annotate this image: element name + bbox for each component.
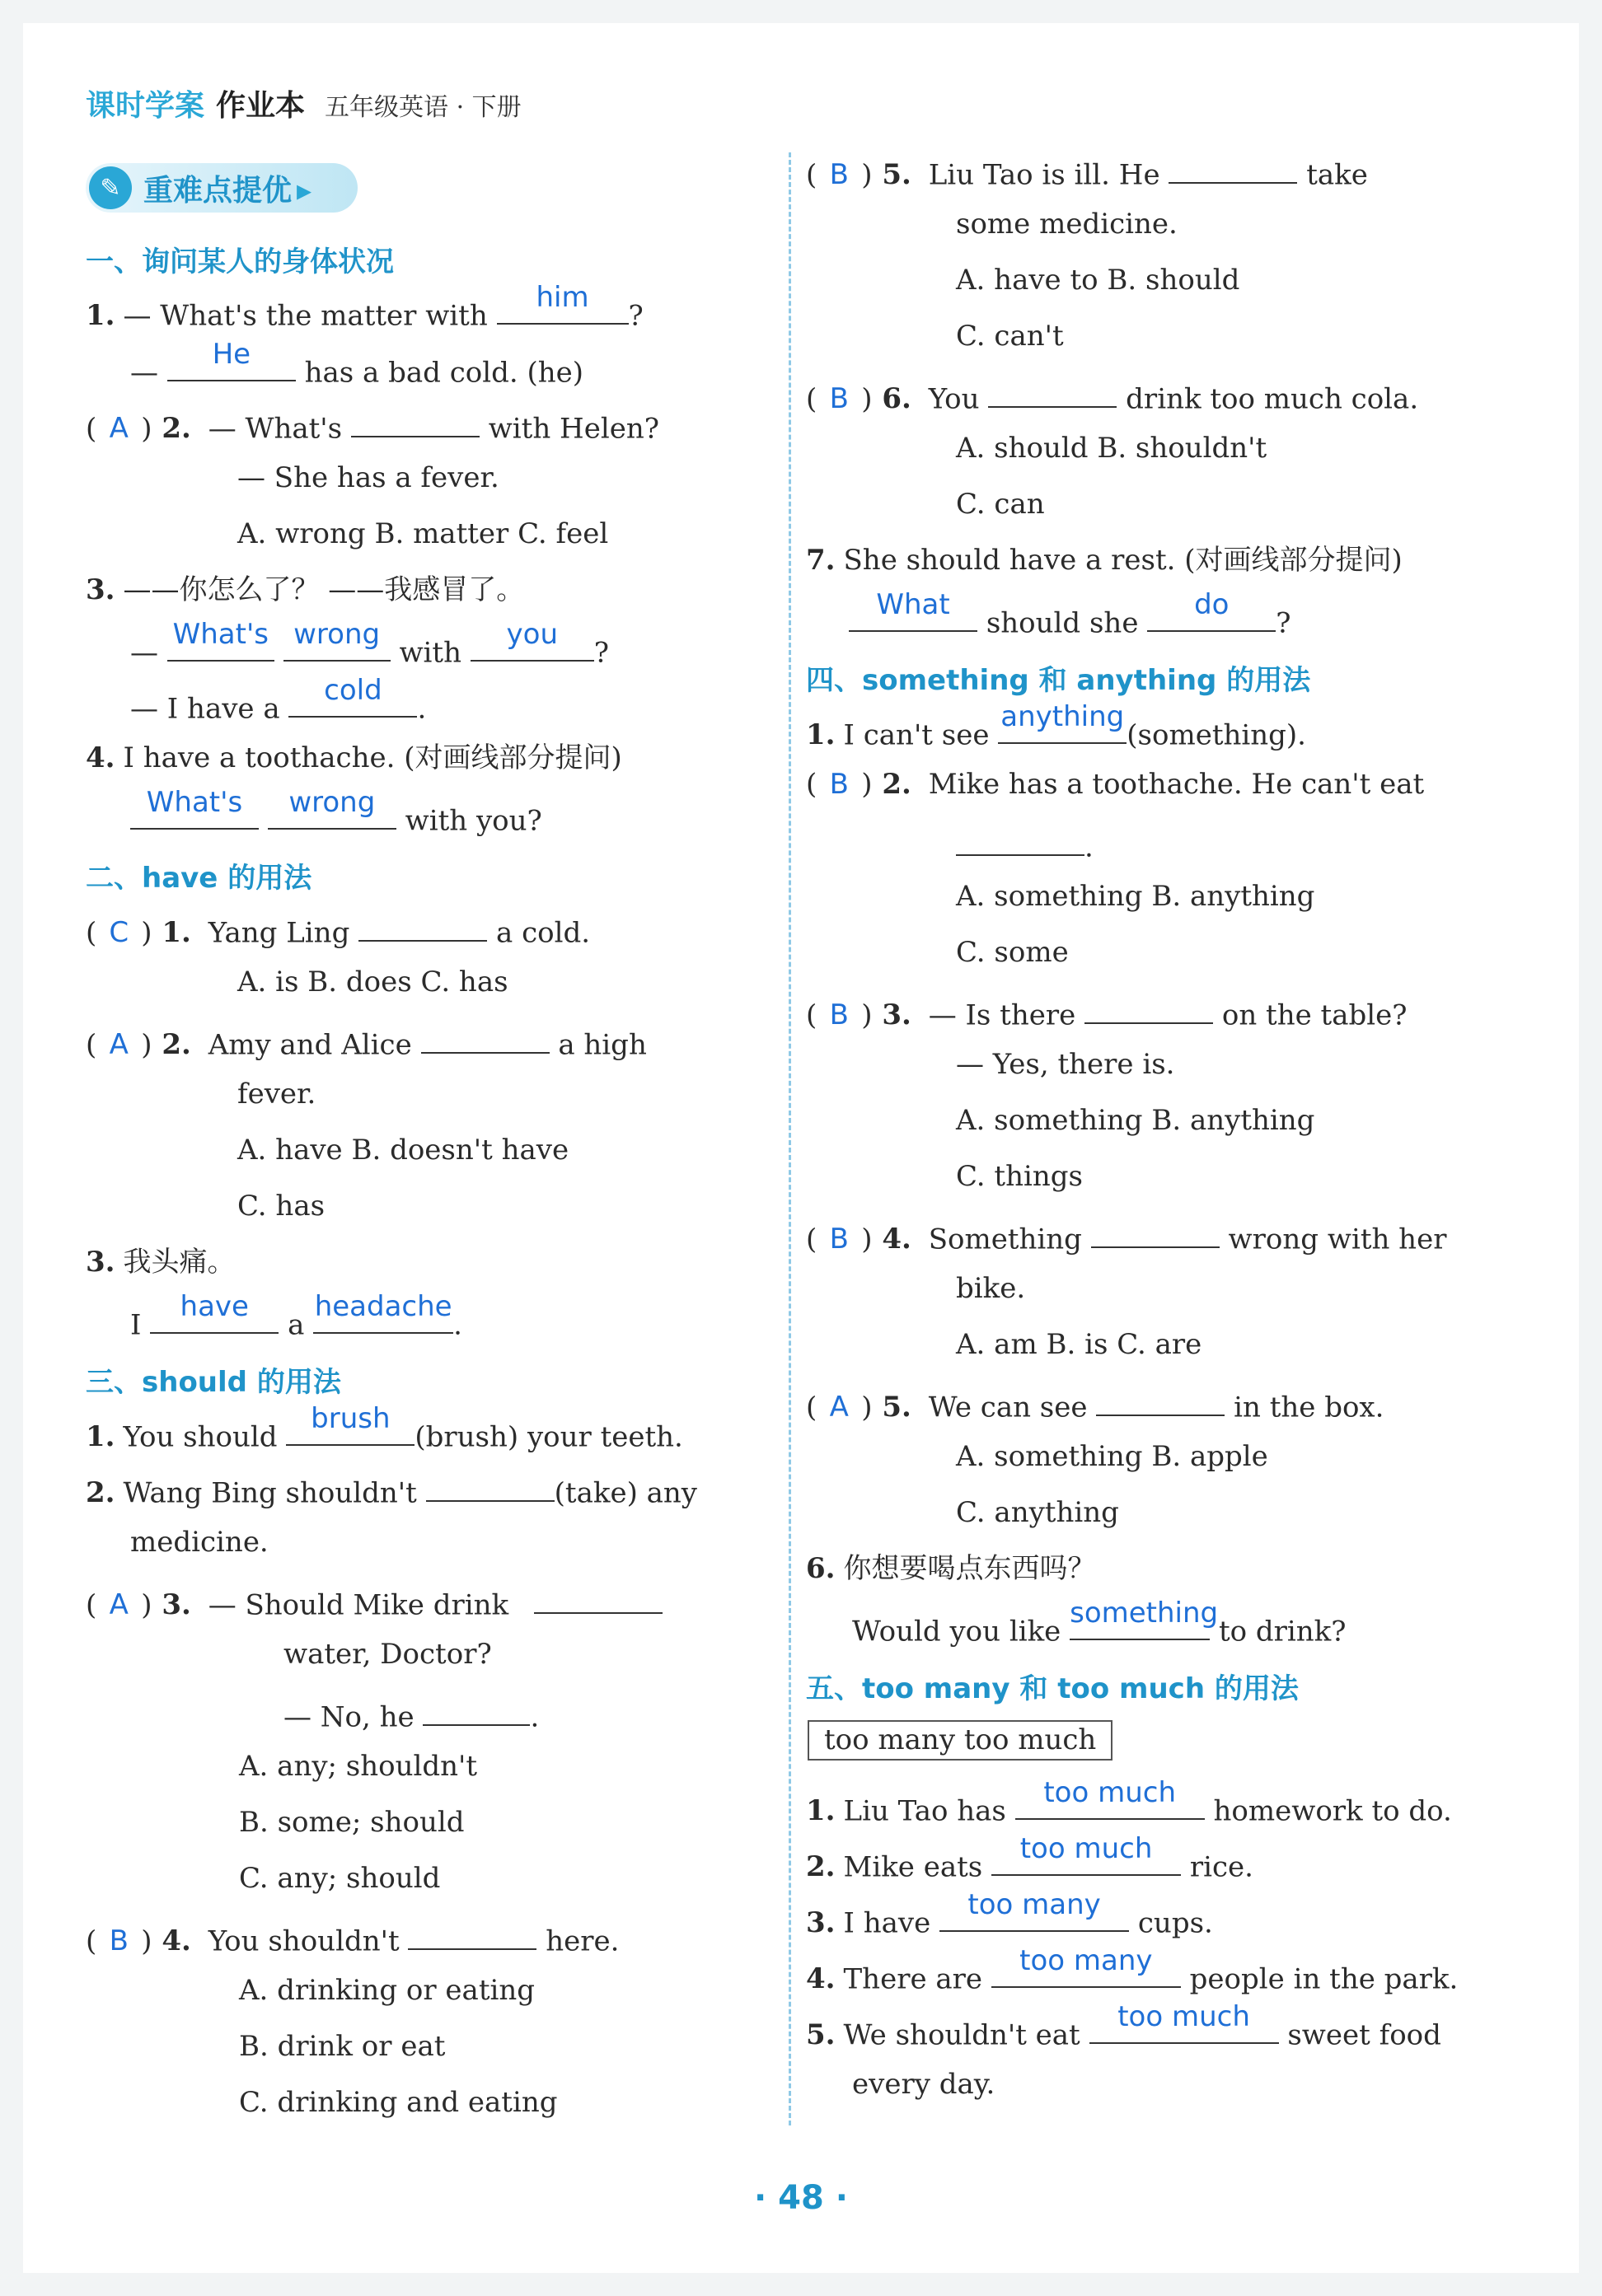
choice-answer: B (829, 382, 849, 416)
question-line: some medicine. (956, 208, 1178, 241)
pencil-icon: ✎ (89, 166, 132, 209)
question-row: 1. I can't see anything (something). (806, 700, 1306, 752)
question-row: 5. We shouldn't eat too much sweet food (806, 2000, 1441, 2052)
option-line: A. should B. shouldn't (956, 432, 1267, 465)
section-heading-5: 五、too many 和 too much 的用法 (806, 1672, 1299, 1705)
question-row: 4. There are too many people in the park. (806, 1944, 1459, 1996)
option-line: A. drinking or eating (239, 1974, 536, 2007)
question-line: fever. (237, 1078, 316, 1111)
answer-blank[interactable] (988, 376, 1117, 408)
option-line: C. some (956, 936, 1069, 969)
choice-answer: A (829, 1391, 849, 1424)
brand-name: 课时学案 (86, 89, 205, 123)
question-row: 1. Liu Tao has too much homework to do. (806, 1776, 1452, 1828)
question-line: every day. (852, 2068, 995, 2101)
question-row: ( B ) 6. You drink too much cola. (806, 376, 1418, 416)
answer-blank[interactable]: headache (313, 1302, 453, 1334)
choice-answer: B (109, 1924, 129, 1958)
answer-blank[interactable]: He (167, 349, 296, 381)
question-row: ( A ) 3. — Should Mike drink (86, 1582, 663, 1622)
question-row: ( A ) 5. We can see in the box. (806, 1384, 1384, 1424)
question-line: medicine. (130, 1526, 269, 1559)
question-line: water, Doctor? (283, 1638, 492, 1671)
question-row: — He has a bad cold. (he) (130, 338, 584, 390)
option-line: A. something B. anything (956, 880, 1315, 913)
question-row: 3. I have too many cups. (806, 1888, 1213, 1940)
question-row: ( B ) 4. You shouldn't here. (86, 1918, 619, 1958)
answer-blank[interactable]: too much (991, 1844, 1181, 1876)
question-row: 2. Wang Bing shouldn't (take) any (86, 1470, 697, 1510)
question-row: ( B ) 3. — Is there on the table? (806, 992, 1407, 1032)
answer-blank[interactable]: too many (939, 1900, 1129, 1932)
column-divider (789, 152, 791, 2125)
answer-blank[interactable]: cold (288, 685, 417, 718)
answer-blank[interactable]: What's (167, 629, 274, 662)
option-line: A. is B. does C. has (237, 966, 508, 998)
option-line: C. anything (956, 1496, 1119, 1529)
answer-blank[interactable] (1091, 1216, 1220, 1248)
banner-title: 重难点提优 ▸ (143, 167, 312, 209)
answer-blank[interactable] (426, 1470, 555, 1502)
answer-blank[interactable] (421, 1022, 550, 1054)
word-bank: too many too much (808, 1720, 1112, 1761)
option-line: C. can (956, 488, 1045, 521)
question-row: 1. You should brush (brush) your teeth. (86, 1402, 683, 1454)
answer-blank[interactable]: too much (1089, 2012, 1279, 2044)
book-subtitle: 五年级英语 · 下册 (325, 93, 522, 122)
answer-blank[interactable]: something (1070, 1608, 1210, 1640)
option-line: C. can't (956, 320, 1064, 353)
answer-blank[interactable]: you (471, 629, 594, 662)
section-banner (86, 163, 358, 213)
answer-blank[interactable]: do (1147, 600, 1276, 632)
question-row: What should she do ? (849, 600, 1291, 640)
section-heading-3: 三、should 的用法 (86, 1366, 341, 1399)
option-line: B. some; should (239, 1806, 465, 1839)
option-line: C. things (956, 1160, 1083, 1193)
answer-blank[interactable]: have (150, 1302, 279, 1334)
question-row: 3. 我头痛。 (86, 1246, 236, 1279)
answer-blank[interactable]: too much (1015, 1788, 1205, 1820)
question-row: 6. 你想要喝点东西吗？ (806, 1552, 1096, 1585)
question-line: — She has a fever. (237, 461, 499, 494)
section-heading-4: 四、something 和 anything 的用法 (806, 664, 1311, 697)
question-row: I have a headache . (130, 1290, 462, 1342)
question-row: ( A ) 2. Amy and Alice a high (86, 1022, 647, 1062)
question-line: bike. (956, 1272, 1026, 1305)
answer-blank[interactable]: brush (286, 1414, 415, 1446)
answer-blank[interactable] (408, 1918, 536, 1950)
answer-blank[interactable]: wrong (268, 797, 396, 830)
answer-blank[interactable] (351, 405, 480, 437)
section-heading-2: 二、have 的用法 (86, 862, 312, 895)
answer-blank[interactable]: him (497, 292, 629, 325)
answer-blank[interactable] (534, 1582, 663, 1614)
choice-answer: A (109, 1588, 129, 1622)
choice-answer: B (829, 1223, 849, 1256)
option-line: A. something B. apple (956, 1440, 1268, 1473)
answer-blank[interactable]: What's (130, 797, 259, 830)
answer-blank[interactable] (423, 1694, 530, 1726)
choice-answer: C (109, 916, 129, 950)
choice-answer: B (829, 158, 849, 192)
answer-blank[interactable] (1169, 152, 1297, 184)
question-row: Would you like something to drink? (852, 1597, 1347, 1648)
option-line: A. have B. doesn't have (237, 1134, 569, 1167)
choice-answer: A (109, 1028, 129, 1062)
answer-blank[interactable] (358, 910, 487, 942)
question-row: ( B ) 4. Something wrong with her (806, 1216, 1446, 1256)
question-row: ( B ) 5. Liu Tao is ill. He take (806, 152, 1368, 192)
option-line: A. any; shouldn't (239, 1750, 478, 1783)
option-line: C. drinking and eating (239, 2086, 558, 2119)
choice-answer: B (829, 768, 849, 801)
option-line: A. something B. anything (956, 1104, 1315, 1137)
question-row: — I have a cold . (130, 674, 427, 726)
choice-answer: A (109, 412, 129, 446)
page-header (86, 82, 522, 124)
question-row: 2. Mike eats too much rice. (806, 1832, 1253, 1884)
answer-blank[interactable] (1084, 992, 1213, 1024)
brand-subname: 作业本 (216, 89, 306, 123)
option-line: A. have to B. should (956, 264, 1240, 297)
question-row: 3. ——你怎么了？ ——我感冒了。 (86, 573, 525, 606)
question-row: ( B ) 2. Mike has a toothache. He can't eat (806, 768, 1425, 801)
page-number: · 48 · (754, 2179, 848, 2217)
question-line: — Yes, there is. (956, 1048, 1175, 1081)
question-row: 1. — What's the matter with him ? (86, 281, 644, 333)
question-row: . (956, 824, 1094, 864)
answer-blank[interactable]: anything (998, 712, 1127, 744)
option-line: A. wrong B. matter C. feel (237, 517, 609, 550)
choice-answer: B (829, 998, 849, 1032)
question-row: 4. I have a toothache. (对画线部分提问) (86, 741, 622, 774)
question-row: What's wrong with you? (130, 797, 542, 838)
option-line: C. any; should (239, 1862, 441, 1895)
answer-blank[interactable]: wrong (283, 629, 391, 662)
question-row: ( C ) 1. Yang Ling a cold. (86, 910, 590, 950)
question-row: ( A ) 2. — What's with Helen? (86, 405, 659, 446)
section-heading-1: 一、询问某人的身体状况 (86, 245, 394, 278)
option-line: C. has (237, 1190, 326, 1223)
question-row: — What's wrong with you ? (130, 618, 610, 670)
answer-blank[interactable] (956, 824, 1084, 856)
option-line: A. am B. is C. are (956, 1328, 1202, 1361)
answer-blank[interactable] (1096, 1384, 1225, 1416)
option-line: B. drink or eat (239, 2030, 446, 2063)
question-row: 7. She should have a rest. (对画线部分提问) (806, 544, 1403, 577)
answer-blank[interactable]: What (849, 600, 977, 632)
question-row: — No, he . (283, 1694, 539, 1734)
answer-blank[interactable]: too many (991, 1956, 1181, 1988)
